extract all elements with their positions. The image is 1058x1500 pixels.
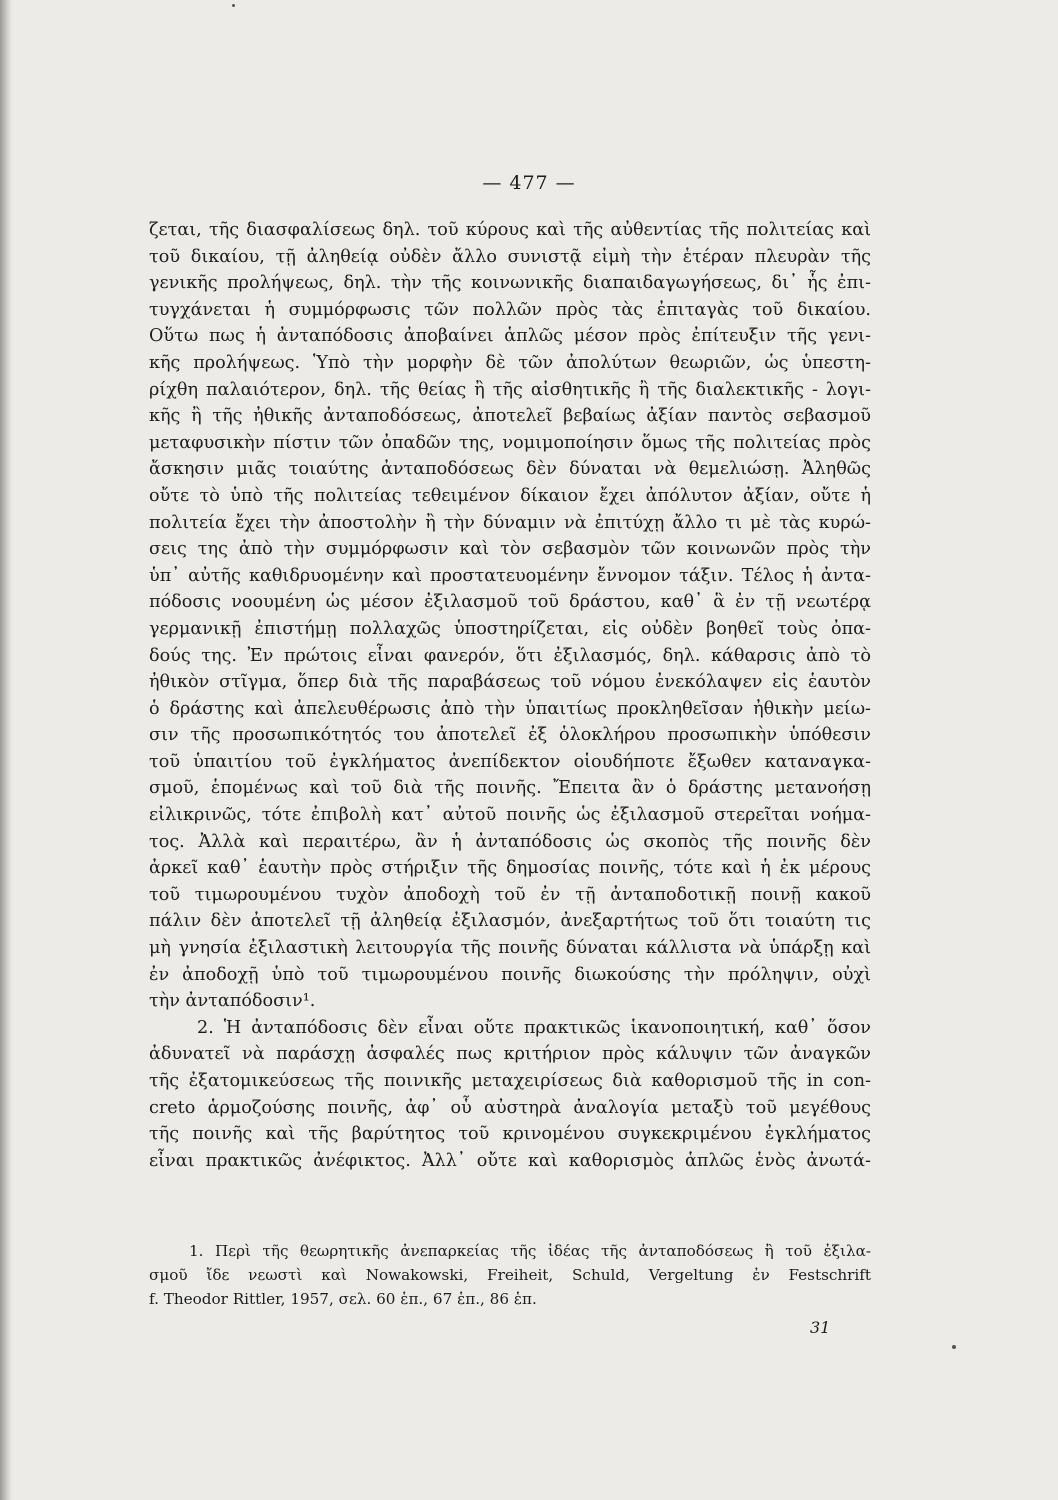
body-text [149, 217, 871, 1174]
text-line: εἶναι πρακτικῶς ἀνέφικτος. Ἀλλ᾽ οὔτε καὶ καθορισμὸς ἁπλῶς ἑνὸς ἀνωτά- [149, 1150, 871, 1171]
text-line: ἀδυνατεῖ νὰ παράσχῃ ἀσφαλές πως κριτήριον πρὸς κάλυψιν τῶν ἀναγκῶν [149, 1044, 871, 1065]
text-line: μὴ γνησία ἐξιλαστικὴ λειτουργία τῆς ποινῆς δύναται κάλλιστα νὰ ὑπάρξῃ καὶ [149, 938, 871, 959]
text-line: ρίχθη παλαιότερον, δηλ. τῆς θείας ἢ τῆς αἰσθητικῆς ἢ τῆς διαλεκτικῆς - λογι- [149, 379, 871, 400]
text-line: σιν τῆς προσωπικότητός του ἀποτελεῖ ἐξ ὁλοκλήρου προσωπικὴν ὑπόθεσιν [149, 725, 871, 746]
page-binding-edge [0, 0, 12, 1500]
text-line: δούς της. Ἐν πρώτοις εἶναι φανερόν, ὅτι ἐξιλασμός, δηλ. κάθαρσις ἀπὸ τὸ [149, 645, 871, 666]
text-line: τοῦ δικαίου, τῇ ἀληθείᾳ οὐδὲν ἄλλο συνιστᾷ εἰμὴ τὴν ἑτέραν πλευρὰν τῆς [149, 246, 871, 267]
text-line: ὑπ᾽ αὐτῆς καθιδρυομένην καὶ προστατευομένην ἔννομον τάξιν. Τέλος ἡ ἀντα- [149, 565, 871, 586]
footnote-line: f. Theodor Rittler, 1957, σελ. 60 ἑπ., 67 ἑπ., 86 ἑπ. [149, 1289, 537, 1308]
footnote-line: σμοῦ ἴδε νεωστὶ καὶ Nowakowski, Freiheit, Schuld, Vergeltung ἐν Festschrift [149, 1265, 871, 1284]
text-line: γενικῆς προλήψεως, δηλ. τὴν τῆς κοινωνικῆς διαπαιδαγωγήσεως, δι᾽ ἧς ἐπι- [149, 273, 871, 294]
text-line: τυγχάνεται ἡ συμμόρφωσις τῶν πολλῶν πρὸς τὰς ἐπιταγὰς τοῦ δικαίου. [149, 299, 871, 320]
text-line: τῆς ἐξατομικεύσεως τῆς ποινικῆς μεταχειρίσεως διὰ καθορισμοῦ τῆς in con- [149, 1071, 871, 1091]
footnote-line: 1. Περὶ τῆς θεωρητικῆς ἀνεπαρκείας τῆς ἰδέας τῆς ἀνταποδόσεως ἢ τοῦ ἐξιλα- [189, 1242, 871, 1260]
text-line: ἠθικὸν στῖγμα, ὅπερ διὰ τῆς παραβάσεως τοῦ νόμου ἐνεκόλαψεν εἰς ἑαυτὸν [149, 672, 871, 693]
signature-mark: 31 [810, 1318, 831, 1337]
text-line: τοῦ ὑπαιτίου τοῦ ἐγκλήματος ἀνεπίδεκτον οἱουδήποτε ἔξωθεν καταναγκα- [149, 751, 871, 772]
scan-speck [952, 1345, 956, 1349]
footnotes [149, 1240, 871, 1311]
text-line: creto ἁρμοζούσης ποινῆς, ἀφ᾽ οὗ αὐστηρὰ ἀναλογία μεταξὺ τοῦ μεγέθους [149, 1097, 871, 1118]
text-line: τοῦ τιμωρουμένου τυχὸν ἀποδοχὴ τοῦ ἐν τῇ ἀνταποδοτικῇ ποινῇ κακοῦ [149, 884, 871, 905]
text-line: οὔτε τὸ ὑπὸ τῆς πολιτείας τεθειμένον δίκαιον ἔχει ἀπόλυτον ἀξίαν, οὔτε ἡ [149, 485, 871, 506]
text-line: πόδοσις νοουμένη ὡς μέσον ἐξιλασμοῦ τοῦ δράστου, καθ᾽ ἃ ἐν τῇ νεωτέρᾳ [149, 592, 871, 613]
text-line: ὁ δράστης καὶ ἀπελευθέρωσις ἀπὸ τὴν ὑπαιτίως προκληθεῖσαν ἠθικὴν μείω- [149, 698, 871, 719]
text-line: τος. Ἀλλὰ καὶ περαιτέρω, ἂν ἡ ἀνταπόδοσις ὡς σκοπὸς τῆς ποινῆς δὲν [149, 831, 871, 852]
text-line: τῆς ποινῆς καὶ τῆς βαρύτητος τοῦ κρινομένου συγκεκριμένου ἐγκλήματος [149, 1124, 871, 1145]
text-line: κῆς προλήψεως. Ὑπὸ τὴν μορφὴν δὲ τῶν ἀπολύτων θεωριῶν, ὡς ὑπεστη- [149, 352, 871, 373]
text-line: ζεται, τῆς διασφαλίσεως δηλ. τοῦ κύρους καὶ τῆς αὐθεντίας τῆς πολιτείας καὶ [149, 220, 871, 240]
text-line: τὴν ἀνταπόδοσιν¹. [149, 991, 316, 1012]
text-line: ἀρκεῖ καθ᾽ ἑαυτὴν πρὸς στήριξιν τῆς δημοσίας ποινῆς, τότε καὶ ἡ ἐκ μέρους [149, 858, 871, 879]
scan-speck [232, 4, 235, 7]
text-line: πάλιν δὲν ἀποτελεῖ τῇ ἀληθείᾳ ἐξιλασμόν, ἀνεξαρτήτως τοῦ ὅτι τοιαύτη τις [149, 911, 871, 932]
page-number: — 477 — [482, 172, 576, 194]
text-line: μεταφυσικὴν πίστιν τῶν ὀπαδῶν της, νομιμοποίησιν ὅμως τῆς πολιτείας πρὸς [149, 432, 871, 453]
text-line: γερμανικῇ ἐπιστήμῃ πολλαχῶς ὑποστηρίζεται, εἰς οὐδὲν βοηθεῖ τοὺς ὀπα- [149, 618, 871, 639]
text-line: ἐν ἀποδοχῇ ὑπὸ τοῦ τιμωρουμένου ποινῆς διωκούσης τὴν πρόληψιν, οὐχὶ [149, 964, 871, 985]
text-line: σμοῦ, ἑπομένως καὶ τοῦ διὰ τῆς ποινῆς. Ἔπειτα ἂν ὁ δράστης μετανοήσῃ [149, 778, 871, 799]
text-line: Οὕτω πως ἡ ἀνταπόδοσις ἀποβαίνει ἁπλῶς μέσον πρὸς ἐπίτευξιν τῆς γενι- [149, 326, 871, 347]
text-line: κῆς ἢ τῆς ἠθικῆς ἀνταποδόσεως, ἀποτελεῖ βεβαίως ἀξίαν παντὸς σεβασμοῦ [149, 406, 871, 427]
text-line: πολιτεία ἔχει τὴν ἀποστολὴν ἢ τὴν δύναμιν νὰ ἐπιτύχῃ ἄλλο τι μὲ τὰς κυρώ- [149, 512, 871, 533]
text-line: εἰλικρινῶς, τότε ἐπιβολὴ κατ᾽ αὐτοῦ ποινῆς ὡς ἐξιλασμοῦ στερεῖται νοήμα- [149, 805, 871, 826]
text-line: ἄσκησιν μιᾶς τοιαύτης ἀνταποδόσεως δὲν δύναται νὰ θεμελιώσῃ. Ἀληθῶς [149, 459, 871, 480]
text-line: 2. Ἡ ἀνταπόδοσις δὲν εἶναι οὔτε πρακτικῶς ἱκανοποιητική, καθ᾽ ὅσον [197, 1017, 871, 1038]
text-line: σεις της ἀπὸ τὴν συμμόρφωσιν καὶ τὸν σεβασμὸν τῶν κοινωνῶν πρὸς τὴν [149, 539, 871, 560]
